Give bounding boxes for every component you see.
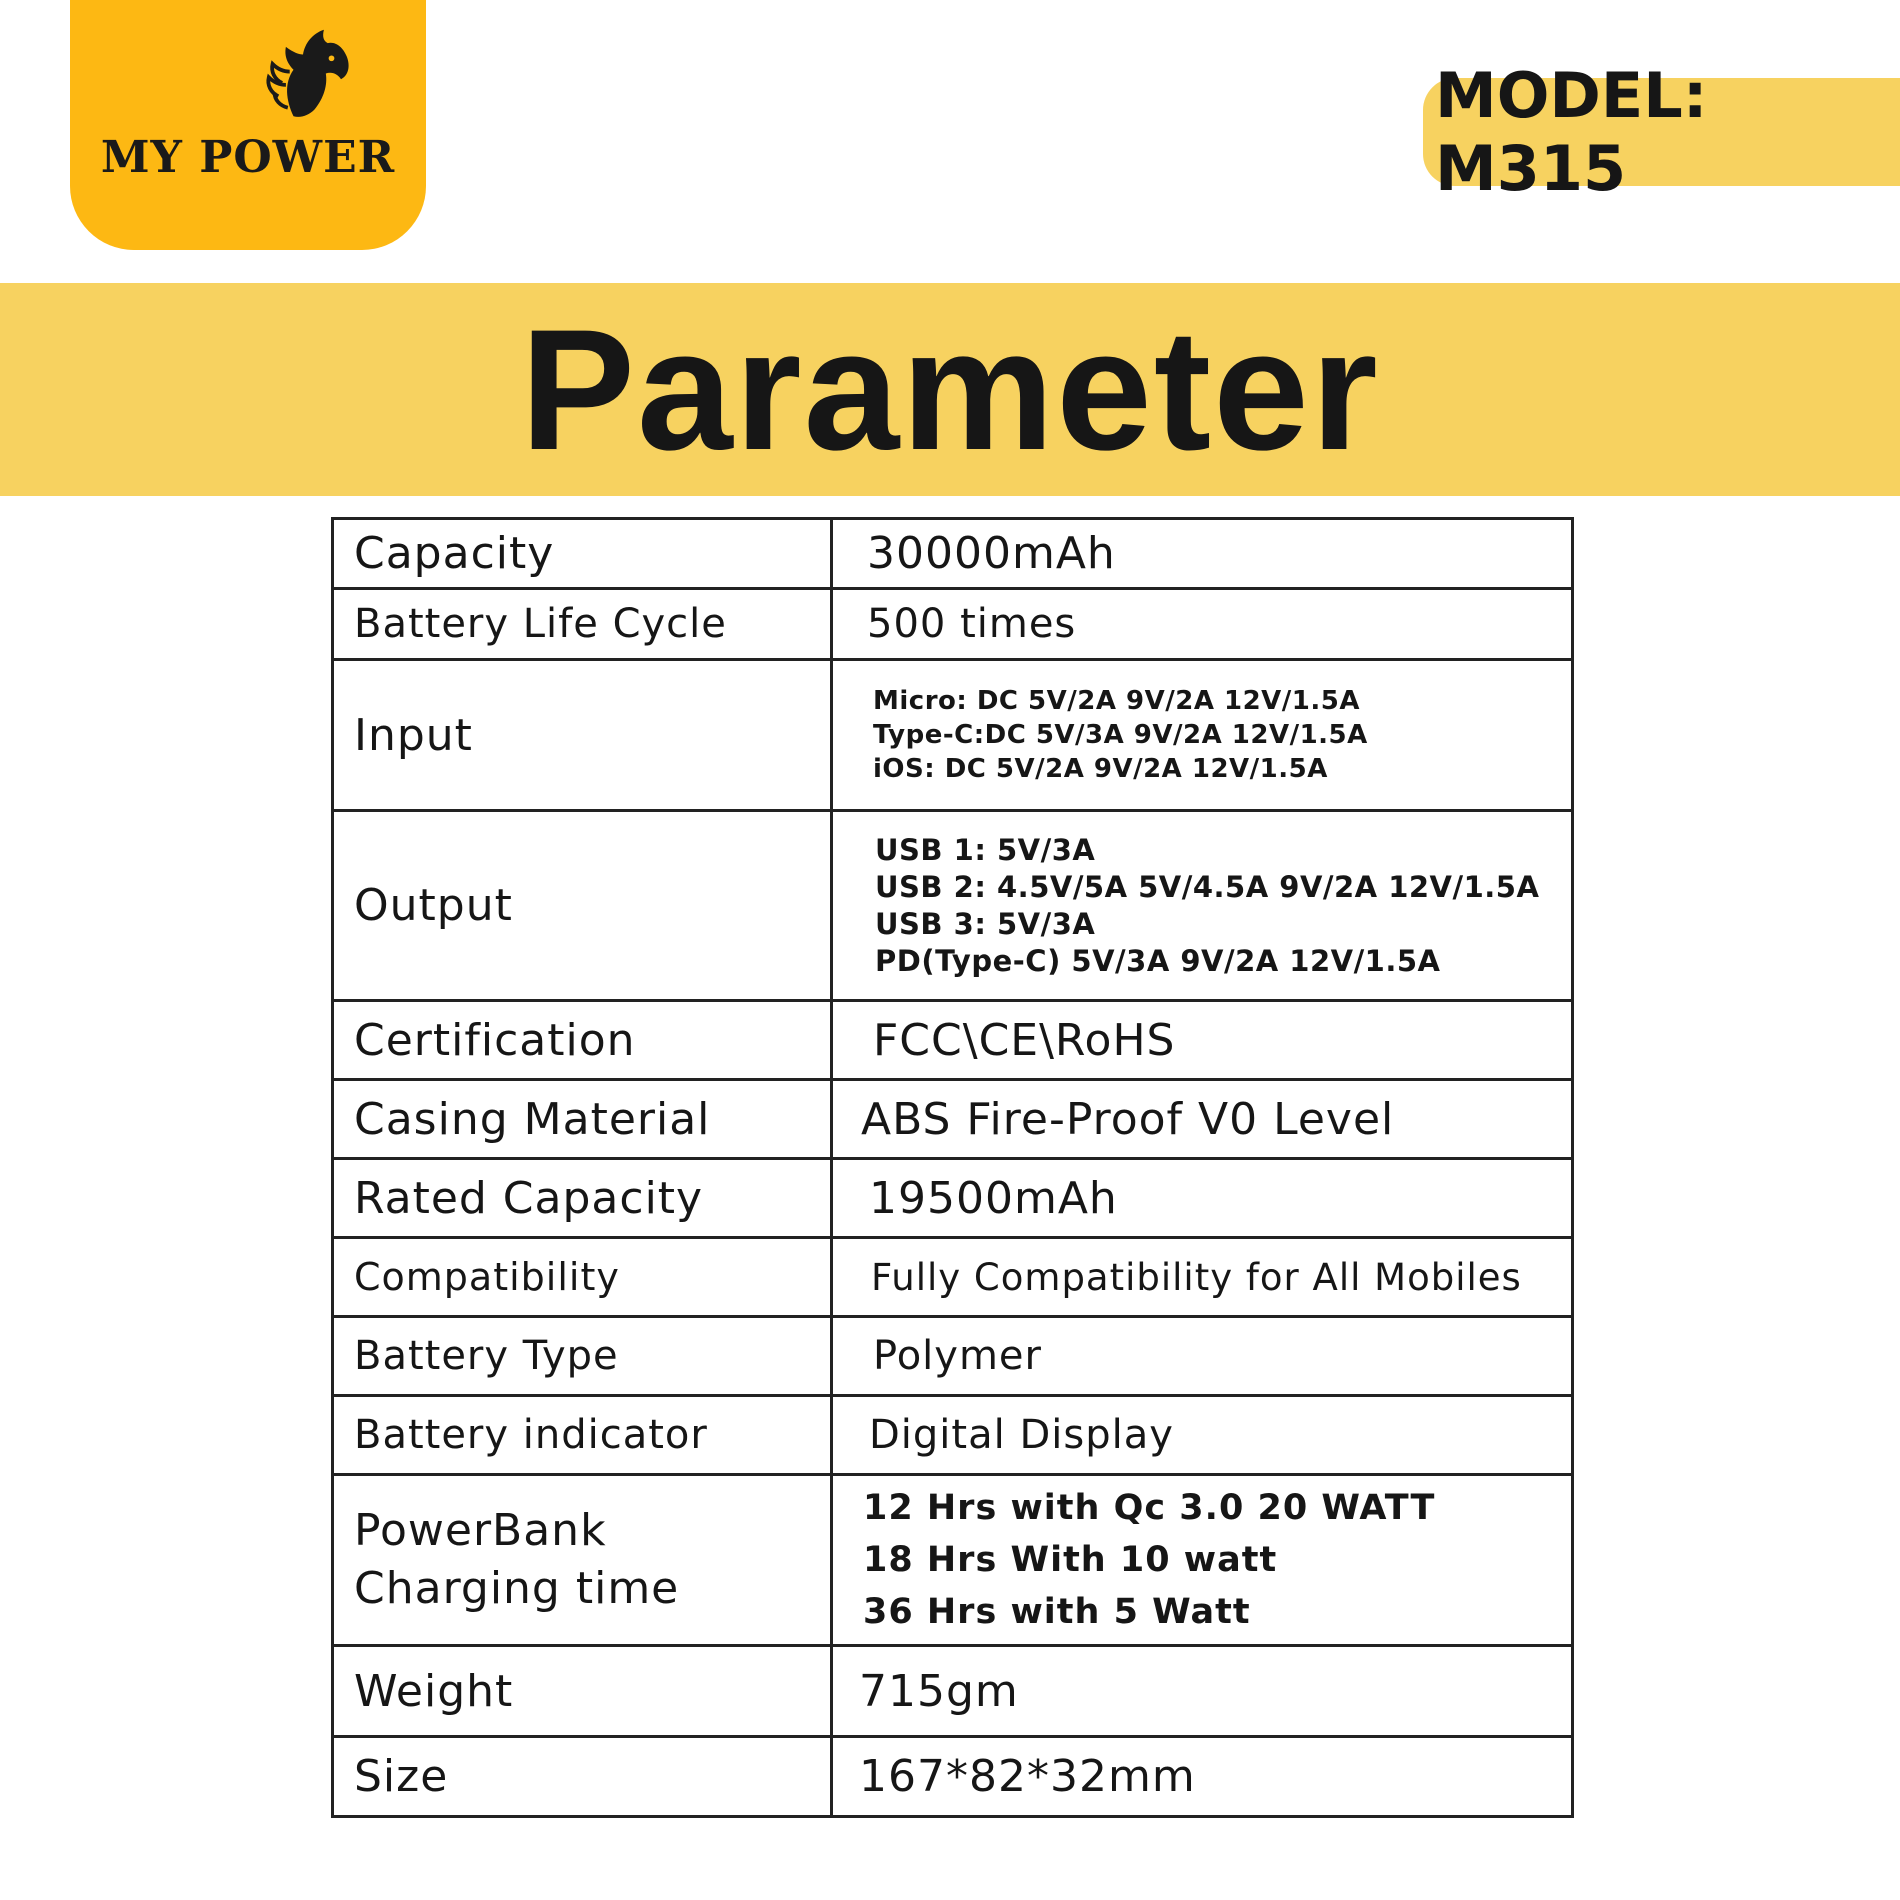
table-row: [333, 519, 1573, 589]
spec-label: Battery Life Cycle: [333, 589, 832, 660]
spec-value-line: PD(Type-C) 5V/3A 9V/2A 12V/1.5A: [875, 943, 1441, 978]
spec-value: 715gm: [832, 1646, 1573, 1737]
table-row: [333, 1737, 1573, 1817]
title-banner: [0, 283, 1900, 496]
table-row: [333, 1238, 1573, 1317]
horse-head-icon: [265, 26, 360, 121]
spec-value-line: USB 3: 5V/3A: [875, 906, 1096, 941]
spec-value-line: 12 Hrs with Qc 3.0 20 WATT: [863, 1488, 1436, 1528]
spec-value: 167*82*32mm: [832, 1737, 1573, 1817]
table-row: [333, 811, 1573, 1001]
spec-value-line: 18 Hrs With 10 watt: [863, 1540, 1278, 1580]
spec-value: Polymer: [832, 1317, 1573, 1396]
spec-value-line: iOS: DC 5V/2A 9V/2A 12V/1.5A: [873, 754, 1328, 784]
spec-label: Battery indicator: [333, 1396, 832, 1475]
spec-label: Output: [333, 811, 832, 1001]
spec-label: Size: [333, 1737, 832, 1817]
spec-value: 30000mAh: [832, 519, 1573, 589]
spec-value-line: Type-C:DC 5V/3A 9V/2A 12V/1.5A: [873, 720, 1368, 750]
page-title: Parameter: [520, 293, 1380, 486]
table-row: [333, 1396, 1573, 1475]
spec-value-line: 36 Hrs with 5 Watt: [863, 1592, 1251, 1632]
spec-value: [832, 1475, 1573, 1646]
spec-table: [331, 517, 1574, 1818]
spec-label: [333, 1475, 832, 1646]
spec-label: Compatibility: [333, 1238, 832, 1317]
spec-label-line: PowerBank: [354, 1505, 607, 1556]
spec-value: 19500mAh: [832, 1159, 1573, 1238]
spec-value-line: Micro: DC 5V/2A 9V/2A 12V/1.5A: [873, 686, 1360, 716]
table-row: [333, 1475, 1573, 1646]
table-row: [333, 1646, 1573, 1737]
spec-label: Input: [333, 660, 832, 811]
spec-label: Weight: [333, 1646, 832, 1737]
model-badge: [1423, 59, 1900, 205]
spec-label: Casing Material: [333, 1080, 832, 1159]
table-row: [333, 660, 1573, 811]
spec-value: [832, 811, 1573, 1001]
spec-label: Certification: [333, 1001, 832, 1080]
spec-label: Rated Capacity: [333, 1159, 832, 1238]
brand-logo-panel: [70, 0, 426, 250]
spec-label-line: Charging time: [354, 1563, 680, 1614]
table-row: [333, 1159, 1573, 1238]
spec-value: [832, 660, 1573, 811]
spec-value: 500 times: [832, 589, 1573, 660]
spec-value: ABS Fire-Proof V0 Level: [832, 1080, 1573, 1159]
spec-value: Digital Display: [832, 1396, 1573, 1475]
model-label: MODEL: M315: [1435, 59, 1708, 205]
brand-name: MY POWER: [100, 132, 396, 183]
table-row: [333, 1080, 1573, 1159]
spec-value-line: USB 1: 5V/3A: [875, 832, 1096, 867]
spec-label: Battery Type: [333, 1317, 832, 1396]
table-row: [333, 1317, 1573, 1396]
spec-value: FCC\CE\RoHS: [832, 1001, 1573, 1080]
table-row: [333, 589, 1573, 660]
spec-value-line: USB 2: 4.5V/5A 5V/4.5A 9V/2A 12V/1.5A: [875, 869, 1540, 904]
table-row: [333, 1001, 1573, 1080]
spec-value: Fully Compatibility for All Mobiles: [832, 1238, 1573, 1317]
spec-label: Capacity: [333, 519, 832, 589]
